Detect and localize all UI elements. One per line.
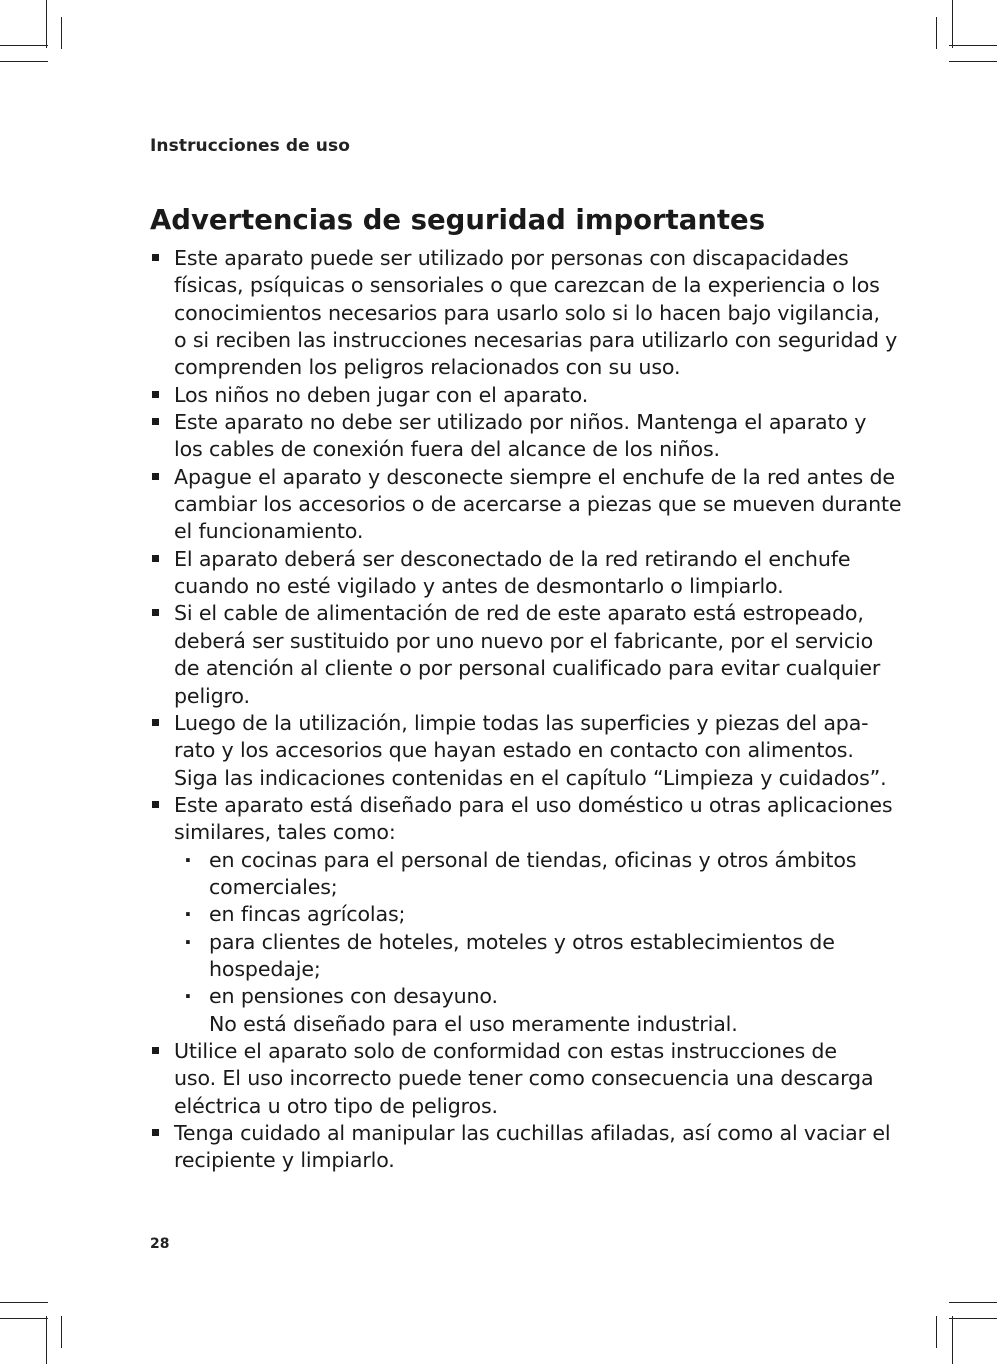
usage-example-item [174, 847, 890, 902]
warning-line: peligro. [174, 683, 250, 708]
warning-line: Si el cable de alimentación de red de este aparato está estropeado, [174, 601, 864, 626]
warning-item [150, 1038, 890, 1120]
warning-item [150, 245, 898, 382]
usage-example-line: · en fincas agrícolas; [209, 902, 406, 927]
warning-line: cambiar los accesorios o de acercarse a piezas que se mueven durante [174, 492, 902, 517]
crop-mark-top-left-h2 [0, 61, 48, 62]
usage-example-line: · para clientes de hoteles, moteles y otros establecimientos de [209, 929, 835, 954]
crop-mark-bottom-right-h2 [949, 1318, 997, 1319]
warning-line: Este aparato no debe ser utilizado por niños. Mantenga el aparato y [174, 410, 867, 435]
safety-warnings [150, 245, 902, 1175]
warning-item [150, 546, 890, 601]
warning-line: cuando no esté vigilado y antes de desmontarlo o limpiarlo. [174, 574, 784, 599]
warning-line: o si reciben las instrucciones necesarias para utilizarlo con seguridad y [174, 328, 898, 353]
warning-line: Este aparato está diseñado para el uso doméstico u otras aplicaciones [174, 792, 893, 817]
warning-line: similares, tales como: [174, 820, 396, 845]
section-title: Advertencias de seguridad importantes [150, 204, 766, 236]
warning-line: los cables de conexión fuera del alcance de los niños. [174, 437, 720, 462]
usage-example-item [174, 929, 890, 984]
warning-list [150, 245, 902, 1175]
usage-example-line: comerciales; [209, 874, 338, 899]
warning-item [150, 409, 890, 464]
industrial-use-note: No está diseñado para el uso meramente industrial. [209, 1011, 738, 1036]
warning-item [150, 382, 890, 409]
warning-item [150, 792, 893, 1038]
warning-item [150, 710, 890, 792]
crop-mark-top-right-v [952, 0, 953, 48]
warning-line: comprenden los peligros relacionados con su uso. [174, 355, 681, 380]
running-header: Instrucciones de uso [150, 136, 351, 156]
crop-mark-top-right-h [949, 45, 997, 46]
warning-item [150, 600, 890, 709]
warning-line: el funcionamiento. [174, 519, 364, 544]
warning-line: de atención al cliente o por personal cualificado para evitar cualquier [174, 656, 881, 681]
warning-line: Los niños no deben jugar con el aparato. [174, 382, 589, 407]
warning-line: Este aparato puede ser utilizado por personas con discapacidades [174, 246, 849, 270]
page-number: 28 [150, 1236, 170, 1252]
warning-line: eléctrica u otro tipo de peligros. [174, 1093, 498, 1118]
warning-item [150, 464, 902, 546]
warning-line: Apague el aparato y desconecte siempre el enchufe de la red antes de [174, 464, 895, 489]
crop-mark-top-left-h [0, 45, 48, 46]
usage-example-line: hospedaje; [209, 956, 321, 981]
crop-mark-top-right-v2 [936, 17, 937, 49]
crop-mark-top-left-v2 [61, 17, 62, 49]
warning-item [150, 1120, 890, 1175]
warning-line: físicas, psíquicas o sensoriales o que carezcan de la experiencia o los [174, 273, 880, 298]
crop-mark-bottom-right-h [949, 1302, 997, 1303]
usage-example-line: · en pensiones con desayuno. [209, 984, 498, 1009]
crop-mark-bottom-left-h2 [0, 1318, 48, 1319]
warning-line: conocimientos necesarios para usarlo solo si lo hacen bajo vigilancia, [174, 300, 880, 325]
usage-example-item [174, 983, 890, 1010]
warning-line: recipiente y limpiarlo. [174, 1148, 395, 1173]
usage-example-line: · en cocinas para el personal de tiendas, oficinas y otros ámbitos [209, 847, 857, 872]
warning-line: deberá ser sustituido por uno nuevo por el fabricante, por el servicio [174, 628, 874, 653]
crop-mark-top-left-v [46, 0, 47, 48]
crop-mark-top-right-h2 [949, 61, 997, 62]
crop-mark-bottom-left-v [46, 1316, 47, 1364]
usage-examples-list [174, 847, 890, 1011]
warning-line: El aparato deberá ser desconectado de la red retirando el enchufe [174, 546, 851, 571]
crop-mark-bottom-left-h [0, 1302, 48, 1303]
warning-line: Luego de la utilización, limpie todas las superficies y piezas del apa- [174, 710, 869, 735]
warning-line: rato y los accesorios que hayan estado en contacto con alimentos. [174, 738, 854, 763]
warning-line: Tenga cuidado al manipular las cuchillas afiladas, así como al vaciar el [174, 1121, 891, 1145]
warning-line: Utilice el aparato solo de conformidad con estas instrucciones de [174, 1038, 837, 1063]
crop-mark-bottom-left-v2 [61, 1316, 62, 1348]
warning-line: Siga las indicaciones contenidas en el capítulo “Limpieza y cuidados”. [174, 765, 887, 790]
warning-line: uso. El uso incorrecto puede tener como consecuencia una descarga [174, 1066, 874, 1091]
crop-mark-bottom-right-v2 [936, 1316, 937, 1348]
crop-mark-bottom-right-v [952, 1316, 953, 1364]
usage-example-item [174, 901, 890, 928]
